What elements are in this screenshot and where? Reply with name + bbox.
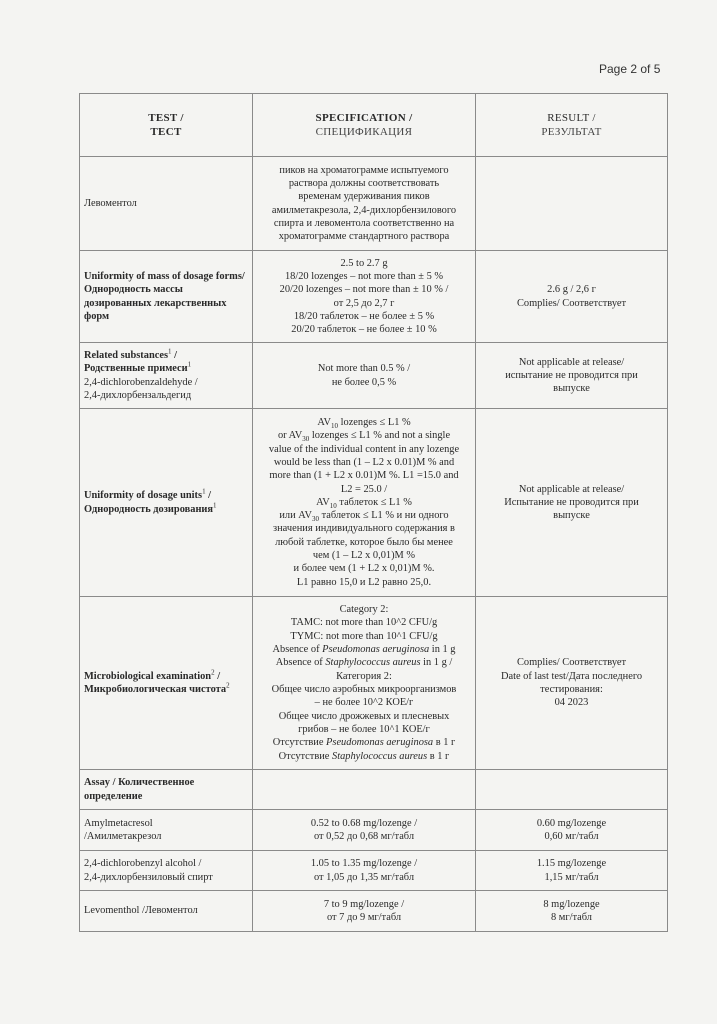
table-row — [80, 597, 668, 770]
spec-cell: 7 to 9 mg/lozenge / от 7 до 9 мг/табл — [253, 891, 476, 932]
specification-table — [79, 93, 668, 932]
test-cell: Levomenthol /Левоментол — [80, 891, 253, 932]
table-row — [80, 891, 668, 932]
result-cell: Not applicable at release/ Испытание не проводится при выпуске — [476, 409, 668, 597]
test-cell: Assay / Количественное определение — [80, 770, 253, 810]
header-specification: SPECIFICATION / СПЕЦИФИКАЦИЯ — [253, 94, 476, 157]
test-cell: Uniformity of dosage units$^1$ / Однородность дозирования$^1$ — [80, 409, 253, 597]
table-row — [80, 810, 668, 851]
test-cell: Amylmetacresol /Амилметакрезол — [80, 810, 253, 851]
header-result: RESULT / РЕЗУЛЬТАТ — [476, 94, 668, 157]
page-number: Page 2 of 5 — [599, 62, 661, 76]
table-row — [80, 251, 668, 343]
spec-cell: 0.52 to 0.68 mg/lozenge / от 0,52 до 0,68 мг/табл — [253, 810, 476, 851]
spec-cell: $AV_{10}$ lozenges ≤ L1 % or $AV_{30}$ lozenges ≤ L1 % and not a single value of the individual content in any lozenge would be less than (1 – L2 x 0.01)M % and more than (1 + L2 x 0.01)M %. L1 =15.0 and L2 = 25.0 / $AV_{10}$ таблеток ≤ L1 % или $AV_{30}$ таблеток ≤ L1 % и ни одного значения индивидуального содержания в любой таблетке, которое было бы менее чем (1 – L2 x 0,01)М % и более чем (1 + L2 x 0,01)М %. L1 равно 15,0 и L2 равно 25,0. — [253, 409, 476, 597]
spec-cell: пиков на хроматограмме испытуемого раствора должны соответствовать временам удерживания пиков амилметакрезола, 2,4-дихлорбензилового спирта и левоментола соответственно на хроматограмме стандартного раствора — [253, 157, 476, 251]
result-cell — [476, 770, 668, 810]
spec-cell: Category 2: TAMC: not more than 10^2 CFU/g TYMC: not more than 10^1 CFU/g Absence of Pseudomonas aeruginosa in 1 g Absence of Staphylococcus aureus in 1 g / Категория 2: Общее число аэробных микроорганизмов – не более 10^2 КОЕ/г Общее число дрожжевых и плесневых грибов – не более 10^1 КОЕ/г Отсутствие Pseudomonas aeruginosa в 1 г Отсутствие Staphylococcus aureus в 1 г — [253, 597, 476, 770]
result-cell — [476, 157, 668, 251]
test-cell: 2,4-dichlorobenzyl alcohol / 2,4-дихлорбензиловый спирт — [80, 851, 253, 891]
result-cell: 1.15 mg/lozenge 1,15 мг/табл — [476, 851, 668, 891]
test-cell: Microbiological examination$^2$ / Микробиологическая чистота$^2$ — [80, 597, 253, 770]
result-cell: Not applicable at release/ испытание не проводится при выпуске — [476, 343, 668, 409]
table-row — [80, 409, 668, 597]
table-header-row — [80, 94, 668, 157]
result-cell: 2.6 g / 2,6 г Complies/ Соответствует — [476, 251, 668, 343]
result-cell: 8 mg/lozenge 8 мг/табл — [476, 891, 668, 932]
header-test: TEST / ТЕСТ — [80, 94, 253, 157]
table-row — [80, 851, 668, 891]
spec-cell: 2.5 to 2.7 g 18/20 lozenges – not more than ± 5 % 20/20 lozenges – not more than ± 10 % / от 2,5 до 2,7 г 18/20 таблеток – не более ± 5 % 20/20 таблеток – не более ± 10 % — [253, 251, 476, 343]
result-cell: Complies/ Соответствует Date of last test/Дата последнего тестирования: 04 2023 — [476, 597, 668, 770]
spec-cell: Not more than 0.5 % / не более 0,5 % — [253, 343, 476, 409]
spec-cell: 1.05 to 1.35 mg/lozenge / от 1,05 до 1,35 мг/табл — [253, 851, 476, 891]
table-row — [80, 157, 668, 251]
test-cell: Левоментол — [80, 157, 253, 251]
test-cell: Uniformity of mass of dosage forms/ Однородность массы дозированных лекарственных форм — [80, 251, 253, 343]
table-row — [80, 770, 668, 810]
spec-cell — [253, 770, 476, 810]
test-cell: Related substances$^1$ / Родственные примеси$^1$ 2,4-dichlorobenzaldehyde / 2,4-дихлорбензальдегид — [80, 343, 253, 409]
result-cell: 0.60 mg/lozenge 0,60 мг/табл — [476, 810, 668, 851]
table-row — [80, 343, 668, 409]
